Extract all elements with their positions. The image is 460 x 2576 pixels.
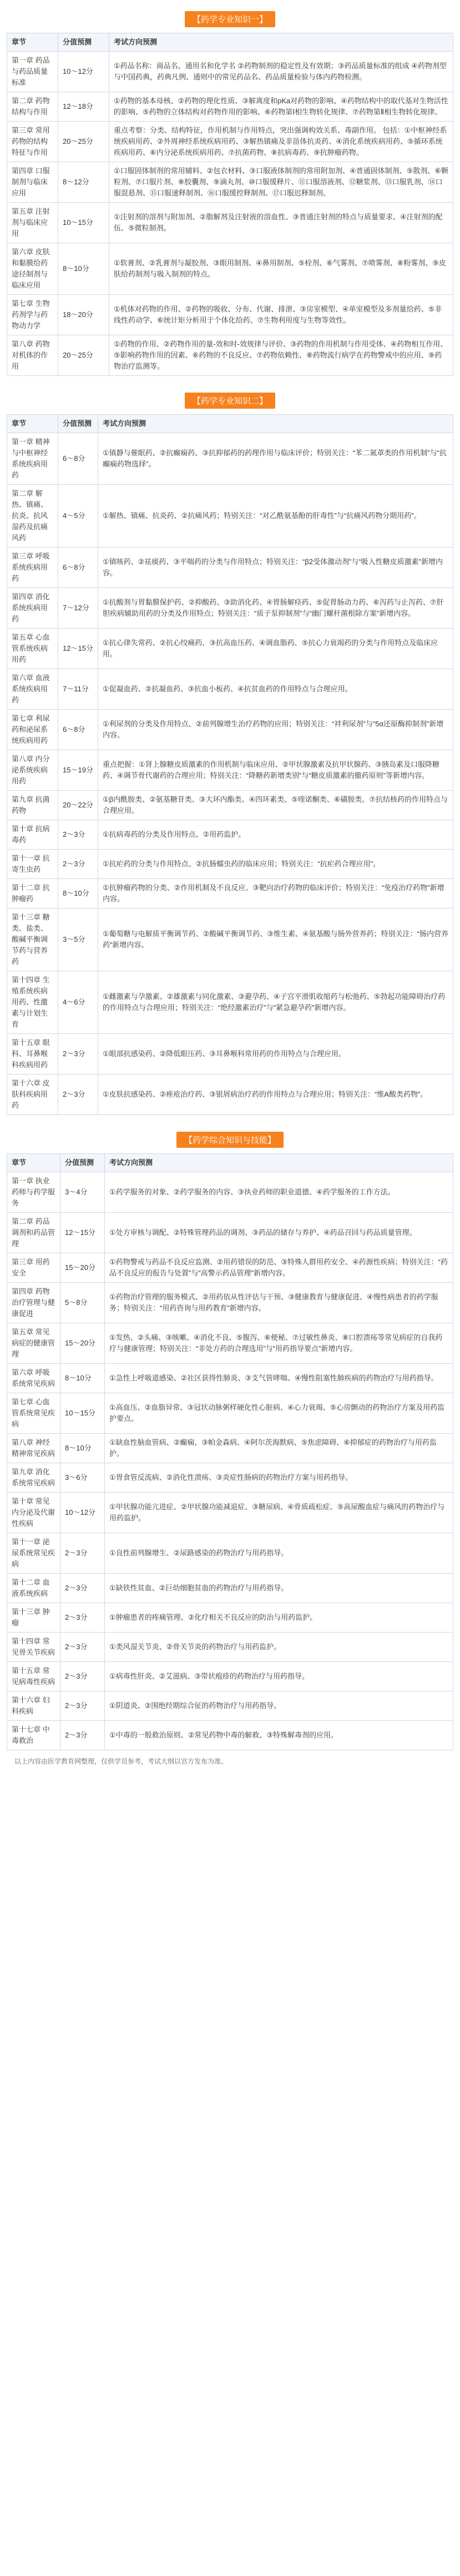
- score-cell: 10～15分: [58, 203, 109, 243]
- table-row: [7, 1533, 453, 1574]
- chapter-cell: 第十章 抗病毒药: [7, 820, 58, 850]
- table-row: [7, 1633, 453, 1662]
- score-cell: 20～25分: [58, 335, 109, 376]
- content-cell: ①软膏剂、②乳膏剂与凝胶剂、③眼用制剂、④鼻用制剂、⑤栓剂、⑥气雾剂、⑦喷雾剂、⑧粉雾剂、⑨皮肤给药制剂与吸入制剂的特点。: [109, 243, 453, 295]
- score-cell: 8～10分: [60, 1364, 105, 1393]
- chapter-cell: 第十三章 糖类、盐类、酸碱平衡调节药与营养药: [7, 908, 58, 971]
- chapter-cell: 第六章 血液系统疾病用药: [7, 669, 58, 710]
- content-cell: ①抗疟药的分类与作用特点、②抗肠蠕虫药的临床应用；特别关注：“抗疟药合理应用”。: [98, 850, 453, 879]
- chapter-cell: 第二章 药物结构与作用: [7, 92, 58, 122]
- score-cell: 20～25分: [58, 122, 109, 162]
- score-cell: 6～8分: [58, 548, 98, 588]
- score-cell: 7～11分: [58, 669, 98, 710]
- table-row: [7, 295, 453, 335]
- table-row: [7, 92, 453, 122]
- content-cell: ①处方审核与调配、②特殊管理药品的调剂、③药品的储存与养护、④药品召回与药品质量管理。: [105, 1213, 453, 1253]
- content-cell: ①病毒性肝炎、②艾滋病、③带状疱疹的药物治疗与用药指导。: [105, 1662, 453, 1691]
- chapter-cell: 第八章 内分泌系统疾病用药: [7, 750, 58, 791]
- chapter-cell: 第二章 药品调剂和药品管理: [7, 1213, 60, 1253]
- section-pharmacy-knowledge-2: [7, 381, 453, 1115]
- content-cell: ①良性前列腺增生、②尿路感染的药物治疗与用药指导。: [105, 1533, 453, 1574]
- table-body: [7, 52, 453, 376]
- table-row: [7, 908, 453, 971]
- table-row: [7, 433, 453, 485]
- chapter-cell: 第九章 消化系统常见疾病: [7, 1463, 60, 1493]
- chapter-cell: 第一章 药品与药品质量标准: [7, 52, 58, 92]
- table-row: [7, 1721, 453, 1750]
- score-cell: 10～15分: [60, 1393, 105, 1434]
- header-content: 考试方向预测: [109, 33, 453, 52]
- score-cell: 2～3分: [58, 1074, 98, 1115]
- content-cell: 重点考察：分类、结构特征，作用机制与作用特点，突出强调构效关系、毒副作用。 包括：①中枢神经系统疾病用药、②外周神经系统疾病用药、③解热镇痛及非甾体抗炎药、④消化系统疾病用药、⑤循环系统疾病用药、⑥内分泌系统疾病用药、⑦抗菌药物、⑧抗病毒药、⑨抗肿瘤药物。: [109, 122, 453, 162]
- content-cell: ①β内酰胺类、②氨基糖苷类、③大环内酯类、④四环素类、⑤喹诺酮类、⑥磺胺类、⑦抗结核药的作用特点与合理应用。: [98, 791, 453, 820]
- header-score: 分值预测: [58, 33, 109, 52]
- content-cell: ①缺血性脑血管病、②癫痫、③帕金森病、④阿尔茨海默病、⑤焦虑障碍、⑥抑郁症的药物治疗与用药监护。: [105, 1434, 453, 1463]
- header-content: 考试方向预测: [105, 1154, 453, 1172]
- content-cell: ①皮肤抗感染药、②痤疮治疗药、③银屑病治疗药的作用特点与合理应用；特别关注：“维A酸类药物”。: [98, 1074, 453, 1115]
- score-cell: 2～3分: [58, 820, 98, 850]
- section-title-wrap: [7, 0, 453, 33]
- score-cell: 8～12分: [58, 162, 109, 203]
- content-cell: ①抗病毒药的分类及作用特点、②用药监护。: [98, 820, 453, 850]
- content-cell: ①镇静与催眠药、②抗癫痫药、③抗抑郁药的药理作用与临床评价；特别关注：“苯二氮䓬类的作用机制”与“抗癫痫药物选择”。: [98, 433, 453, 485]
- chapter-cell: 第三章 常用药物的结构特征与作用: [7, 122, 58, 162]
- table-row: [7, 122, 453, 162]
- content-cell: ①镇咳药、②祛痰药、③平喘药的分类与作用特点；特别关注：“β2受体激动剂”与“吸入性糖皮质激素”新增内容。: [98, 548, 453, 588]
- divider: [0, 1115, 460, 1121]
- content-cell: ①药物的作用、②药物作用的量-效和时-效规律与评价、③药物的作用机制与作用受体、④药物相互作用、⑤影响药物作用的因素、⑥药物的不良反应、⑦药物依赖性、⑧药物流行病学在药物警戒中的应用、⑨药物治疗监测等。: [109, 335, 453, 376]
- chapter-cell: 第四章 消化系统疾病用药: [7, 588, 58, 629]
- content-cell: ①促凝血药、②抗凝血药、③抗血小板药、④抗贫血药的作用特点与合理应用。: [98, 669, 453, 710]
- chapter-cell: 第十章 常见内分泌及代谢性疾病: [7, 1493, 60, 1533]
- score-cell: 12～15分: [60, 1213, 105, 1253]
- exam-table: [7, 414, 453, 1115]
- section-title: 【药学综合知识与技能】: [176, 1132, 284, 1148]
- content-cell: ①机体对药物的作用、②药物的吸收、分布、代谢、排泄、③房室模型、④单室模型及多剂量给药、⑤非线性药动学、⑥统计矩分析用于个体化给药、⑦生物利用度与生物等效性。: [109, 295, 453, 335]
- section-title-wrap: [7, 381, 453, 414]
- chapter-cell: 第七章 心血管系统常见疾病: [7, 1393, 60, 1434]
- footer-note: 以上内容由医学教育网整理，仅供学员参考，考试大纲以官方发布为准。: [14, 1757, 228, 1765]
- table-body: [7, 1172, 453, 1750]
- divider: [0, 376, 460, 381]
- table-row: [7, 1283, 453, 1323]
- content-cell: ①阴道炎、②围绝经期综合征的药物治疗与用药指导。: [105, 1691, 453, 1721]
- chapter-cell: 第六章 皮肤和黏膜给药途径制剂与临床应用: [7, 243, 58, 295]
- score-cell: 8～10分: [58, 243, 109, 295]
- table-row: [7, 1574, 453, 1603]
- content-cell: ①发热、②头痛、③咳嗽、④消化不良、⑤腹泻、⑥便秘、⑦过敏性鼻炎、⑧口腔溃疡等常见病症的自我药疗与健康管理；特别关注：“非处方药的合理选用”与“用药指导要点”新增内容。: [105, 1323, 453, 1364]
- table-header-row: [7, 1154, 453, 1172]
- score-cell: 4～6分: [58, 971, 98, 1034]
- chapter-cell: 第三章 呼吸系统疾病用药: [7, 548, 58, 588]
- table-row: [7, 1213, 453, 1253]
- chapter-cell: 第十二章 抗肿瘤药: [7, 879, 58, 908]
- exam-table: [7, 33, 453, 376]
- score-cell: 2～3分: [60, 1574, 105, 1603]
- score-cell: 4～5分: [58, 485, 98, 548]
- content-cell: ①口服固体制剂的常用辅料、②包衣材料、③口服液体制剂的常用附加剂、④普通固体制剂、⑤散剂、⑥颗粒剂、⑦口服片剂、⑧胶囊剂、⑨滴丸剂、⑩口服缓释片、⑪口服溶液剂、⑫糖浆剂、⑬口服乳剂、⑭口服混悬剂、⑮口服速释制剂、⑯口服缓控释制剂、⑰口服迟释制剂。: [109, 162, 453, 203]
- score-cell: 2～3分: [60, 1533, 105, 1574]
- chapter-cell: 第十二章 血液系统疾病: [7, 1574, 60, 1603]
- chapter-cell: 第五章 常见病症的健康管理: [7, 1323, 60, 1364]
- section-title: 【药学专业知识一】: [185, 11, 275, 27]
- content-cell: ①类风湿关节炎、②骨关节炎的药物治疗与用药监护。: [105, 1633, 453, 1662]
- header-chapter: 章节: [7, 415, 58, 433]
- table-row: [7, 629, 453, 669]
- table-body: [7, 433, 453, 1115]
- table-row: [7, 669, 453, 710]
- table-row: [7, 1493, 453, 1533]
- chapter-cell: 第十六章 妇科疾病: [7, 1691, 60, 1721]
- table-row: [7, 879, 453, 908]
- score-cell: 10～12分: [58, 52, 109, 92]
- content-cell: ①药学服务的对象、②药学服务的内容、③执业药师的职业道德、④药学服务的工作方法。: [105, 1172, 453, 1213]
- score-cell: 3～4分: [60, 1172, 105, 1213]
- content-cell: 重点把握：①肾上腺糖皮质激素的作用机制与临床应用、②甲状腺激素及抗甲状腺药、③胰岛素及口服降糖药、④调节骨代谢药的合理应用；特别关注：“降糖药新增类别”与“糖皮质激素的撤药原则”等新增内容。: [98, 750, 453, 791]
- header-score: 分值预测: [58, 415, 98, 433]
- chapter-cell: 第六章 呼吸系统常见疾病: [7, 1364, 60, 1393]
- score-cell: 10～12分: [60, 1493, 105, 1533]
- score-cell: 8～10分: [60, 1434, 105, 1463]
- table-row: [7, 1074, 453, 1115]
- chapter-cell: 第三章 用药安全: [7, 1253, 60, 1283]
- chapter-cell: 第九章 抗菌药物: [7, 791, 58, 820]
- score-cell: 15～20分: [60, 1323, 105, 1364]
- table-row: [7, 1253, 453, 1283]
- table-row: [7, 1172, 453, 1213]
- table-row: [7, 1662, 453, 1691]
- chapter-cell: 第十四章 常见骨关节疾病: [7, 1633, 60, 1662]
- content-cell: ①高血压、②血脂异常、③冠状动脉粥样硬化性心脏病、④心力衰竭、⑤心房颤动的药物治疗方案及用药监护要点。: [105, 1393, 453, 1434]
- header-chapter: 章节: [7, 33, 58, 52]
- table-row: [7, 1364, 453, 1393]
- score-cell: 3～5分: [58, 908, 98, 971]
- table-row: [7, 1434, 453, 1463]
- score-cell: 2～3分: [58, 1034, 98, 1074]
- score-cell: 6～8分: [58, 710, 98, 750]
- table-row: [7, 52, 453, 92]
- score-cell: 2～3分: [60, 1721, 105, 1750]
- chapter-cell: 第十三章 肿瘤: [7, 1603, 60, 1633]
- table-row: [7, 820, 453, 850]
- header-chapter: 章节: [7, 1154, 60, 1172]
- table-row: [7, 243, 453, 295]
- chapter-cell: 第十五章 常见病毒性疾病: [7, 1662, 60, 1691]
- table-row: [7, 548, 453, 588]
- content-cell: ①抗心律失常药、②抗心绞痛药、③抗高血压药、④调血脂药、⑤抗心力衰竭药的分类与作用特点及临床应用。: [98, 629, 453, 669]
- chapter-cell: 第十一章 抗寄生虫药: [7, 850, 58, 879]
- score-cell: 7～12分: [58, 588, 98, 629]
- content-cell: ①胃食管反流病、②消化性溃疡、③炎症性肠病的药物治疗方案与用药指导。: [105, 1463, 453, 1493]
- table-row: [7, 1691, 453, 1721]
- table-row: [7, 750, 453, 791]
- chapter-cell: 第十四章 生殖系统疾病用药、性激素与计划生育: [7, 971, 58, 1034]
- content-cell: ①药物治疗管理的服务模式、②用药依从性评估与干预、③健康教育与健康促进、④慢性病患者的药学服务；特别关注：“用药咨询与用药教育”新增内容。: [105, 1283, 453, 1323]
- section-title: 【药学专业知识二】: [185, 393, 275, 409]
- content-cell: ①甲状腺功能亢进症、②甲状腺功能减退症、③糖尿病、④骨质疏松症、⑤高尿酸血症与痛风的药物治疗与用药监护。: [105, 1493, 453, 1533]
- chapter-cell: 第四章 口服制剂与临床应用: [7, 162, 58, 203]
- score-cell: 6～8分: [58, 433, 98, 485]
- table-row: [7, 710, 453, 750]
- score-cell: 2～3分: [60, 1662, 105, 1691]
- content-cell: ①药物的基本母核、②药物的理化性质、③解离度和pKa对药物的影响、④药物结构中的取代基对生物活性的影响、⑤药物的立体结构对药物作用的影响、⑥药物第Ⅰ相生物转化规律、⑦药物第Ⅱ相生物转化规律。: [109, 92, 453, 122]
- chapter-cell: 第一章 精神与中枢神经系统疾病用药: [7, 433, 58, 485]
- score-cell: 3～6分: [60, 1463, 105, 1493]
- table-row: [7, 162, 453, 203]
- score-cell: 20～22分: [58, 791, 98, 820]
- content-cell: ①眼部抗感染药、②降低眼压药、③耳鼻喉科常用药的作用特点与合理应用。: [98, 1034, 453, 1074]
- content-cell: ①葡萄糖与电解质平衡调节药、②酸碱平衡调节药、③维生素、④氨基酸与肠外营养药；特别关注：“肠内营养药”新增内容。: [98, 908, 453, 971]
- table-row: [7, 1393, 453, 1434]
- content-cell: ①肿瘤患者的疼痛管理、②化疗相关不良反应的防治与用药监护。: [105, 1603, 453, 1633]
- chapter-cell: 第十六章 皮肤科疾病用药: [7, 1074, 58, 1115]
- content-cell: ①抗肿瘤药物的分类、②作用机制及不良反应、③靶向治疗药物的临床评价；特别关注：“免疫治疗药物”新增内容。: [98, 879, 453, 908]
- score-cell: 12～15分: [58, 629, 98, 669]
- chapter-cell: 第四章 药物治疗管理与健康促进: [7, 1283, 60, 1323]
- table-header-row: [7, 33, 453, 52]
- table-row: [7, 971, 453, 1034]
- section-title-wrap: [7, 1121, 453, 1153]
- content-cell: ①解热、镇痛、抗炎药、②抗痛风药；特别关注：“对乙酰氨基酚的肝毒性”与“抗痛风药物分期用药”。: [98, 485, 453, 548]
- table-row: [7, 588, 453, 629]
- score-cell: 2～3分: [60, 1603, 105, 1633]
- chapter-cell: 第二章 解热、镇痛、抗炎、抗风湿药及抗痛风药: [7, 485, 58, 548]
- table-row: [7, 850, 453, 879]
- chapter-cell: 第五章 注射剂与临床应用: [7, 203, 58, 243]
- table-row: [7, 1034, 453, 1074]
- section-pharmacy-knowledge-1: [7, 0, 453, 376]
- chapter-cell: 第五章 心血管系统疾病用药: [7, 629, 58, 669]
- table-header-row: [7, 415, 453, 433]
- score-cell: 12～18分: [58, 92, 109, 122]
- content-cell: ①注射剂的溶剂与附加剂、②脂解剂及注射液的溶血性、③普通注射剂的特点与质量要求、④注射剂的配伍、⑤微粒制剂。: [109, 203, 453, 243]
- header-score: 分值预测: [60, 1154, 105, 1172]
- chapter-cell: 第十七章 中毒救治: [7, 1721, 60, 1750]
- chapter-cell: 第十一章 泌尿系统常见疾病: [7, 1533, 60, 1574]
- chapter-cell: 第八章 药物对机体的作用: [7, 335, 58, 376]
- score-cell: 18～20分: [58, 295, 109, 335]
- chapter-cell: 第一章 执业药师与药学服务: [7, 1172, 60, 1213]
- score-cell: 8～10分: [58, 879, 98, 908]
- table-row: [7, 1323, 453, 1364]
- score-cell: 5～8分: [60, 1283, 105, 1323]
- section-comprehensive-skills: [7, 1121, 453, 1776]
- score-cell: 15～19分: [58, 750, 98, 791]
- content-cell: ①缺铁性贫血、②巨幼细胞贫血的药物治疗与用药指导。: [105, 1574, 453, 1603]
- content-cell: ①药品名称：商品名、通用名和化学名 ②药物制剂的稳定性及有效期；③药品质量标准的组成 ④药物剂型与中国药典，药典凡例、通则中的常见药品名、药品质量检验与体内药物检测。: [109, 52, 453, 92]
- score-cell: 2～3分: [58, 850, 98, 879]
- content-cell: ①药物警戒与药品不良反应监测、②用药错误的防范、③特殊人群用药安全、④药源性疾病；特别关注：“药品不良反应的报告与处置”与“高警示药品管理”新增内容。: [105, 1253, 453, 1283]
- content-cell: ①中毒的一般救治原则、②常见药物中毒的解救、③特殊解毒剂的应用。: [105, 1721, 453, 1750]
- content-cell: ①雌激素与孕激素、②雄激素与同化激素、③避孕药、④子宫平滑肌收缩药与松弛药、⑤勃起功能障碍治疗药的作用特点与合理应用；特别关注：“绝经激素治疗”与“紧急避孕药”新增内容。: [98, 971, 453, 1034]
- table-row: [7, 203, 453, 243]
- table-row: [7, 1463, 453, 1493]
- chapter-cell: 第十五章 眼科、耳鼻喉科疾病用药: [7, 1034, 58, 1074]
- table-row: [7, 335, 453, 376]
- table-row: [7, 485, 453, 548]
- table-row: [7, 1603, 453, 1633]
- score-cell: 2～3分: [60, 1691, 105, 1721]
- content-cell: ①抗酸剂与胃黏膜保护药、②抑酸药、③助消化药、④胃肠解痉药、⑤促胃肠动力药、⑥泻药与止泻药、⑦肝胆疾病辅助用药的分类及作用特点；特别关注：“质子泵抑制剂”与“幽门螺杆菌根除方案”新增内容。: [98, 588, 453, 629]
- content-cell: ①利尿剂的分类及作用特点、②前列腺增生治疗药物的应用；特别关注：“袢利尿剂”与“5α还原酶抑制剂”新增内容。: [98, 710, 453, 750]
- content-cell: ①急性上呼吸道感染、②社区获得性肺炎、③支气管哮喘、④慢性阻塞性肺疾病的药物治疗与用药指导。: [105, 1364, 453, 1393]
- chapter-cell: 第八章 神经精神常见疾病: [7, 1434, 60, 1463]
- header-content: 考试方向预测: [98, 415, 453, 433]
- chapter-cell: 第七章 生物药剂学与药物动力学: [7, 295, 58, 335]
- chapter-cell: 第七章 利尿药和泌尿系统疾病用药: [7, 710, 58, 750]
- exam-table: [7, 1153, 453, 1750]
- table-row: [7, 791, 453, 820]
- score-cell: 2～3分: [60, 1633, 105, 1662]
- score-cell: 15～20分: [60, 1253, 105, 1283]
